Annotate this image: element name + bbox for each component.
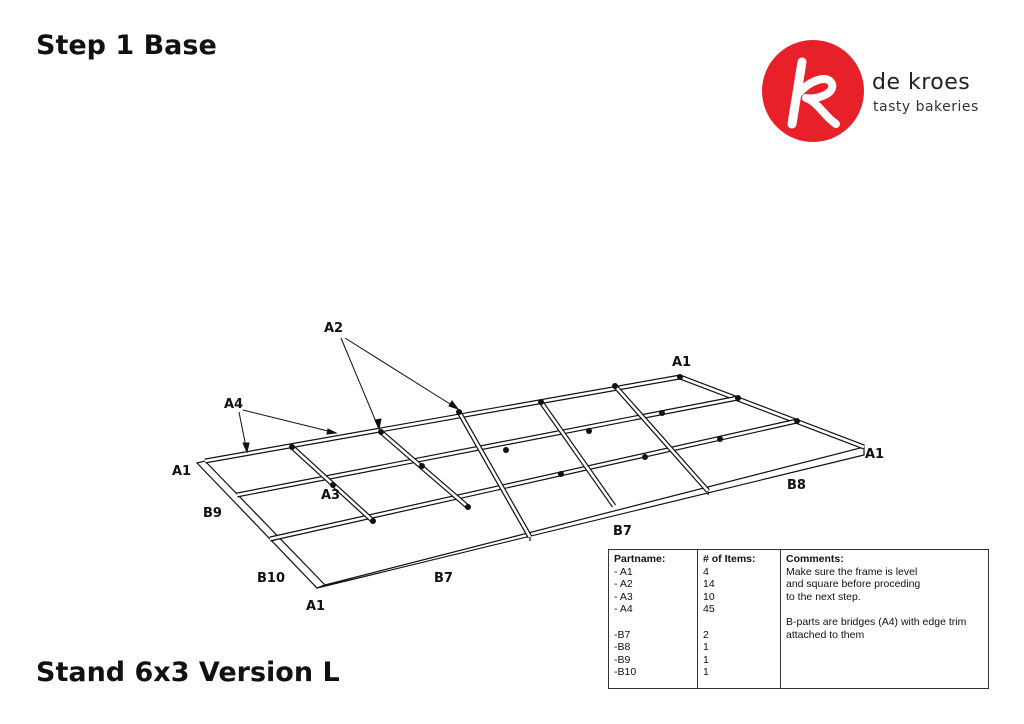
brand-tagline: tasty bakeries — [873, 99, 979, 115]
brand-name: de kroes — [872, 70, 971, 95]
connector-node — [465, 504, 471, 510]
comments-header: Comments: — [786, 553, 844, 565]
comment-line: attached to them — [786, 628, 865, 641]
partname-header: Partname: — [614, 553, 666, 565]
connector-node — [586, 428, 592, 434]
label-a1-bottom: A1 — [306, 599, 326, 614]
connector-node — [677, 374, 683, 380]
comment-line: to the next step. — [786, 590, 861, 603]
part-name: -B10 — [614, 666, 637, 679]
connector-node — [456, 409, 462, 415]
label-b8: B8 — [787, 478, 806, 493]
item-count: 4 — [703, 565, 709, 578]
item-count: 1 — [703, 666, 709, 679]
connector-node — [538, 399, 544, 405]
item-count: 45 — [703, 603, 715, 616]
label-b7-mid: B7 — [613, 524, 632, 539]
partname-column — [609, 550, 697, 688]
part-name: -B7 — [614, 628, 631, 641]
parts-table — [608, 549, 989, 689]
comments-column — [780, 550, 988, 688]
step-title: Step 1 Base — [36, 30, 217, 61]
items-header: # of Items: — [703, 553, 756, 565]
item-count: 10 — [703, 590, 715, 603]
connector-node — [794, 418, 800, 424]
item-count-column — [697, 550, 780, 688]
right-beam-inner — [680, 377, 864, 447]
back-beam-inner — [205, 377, 680, 461]
connector-node — [612, 383, 618, 389]
connector-node — [419, 463, 425, 469]
label-b7-bottom: B7 — [434, 571, 453, 586]
label-b10: B10 — [257, 571, 285, 586]
part-name: - A4 — [614, 603, 633, 616]
connector-node — [503, 447, 509, 453]
comment-line: B-parts are bridges (A4) with edge trim — [786, 615, 967, 628]
item-count: 2 — [703, 628, 709, 641]
label-a1-top: A1 — [672, 355, 692, 370]
part-name: - A2 — [614, 578, 633, 591]
label-a1-right: A1 — [865, 447, 885, 462]
connector-node — [558, 471, 564, 477]
item-count: 1 — [703, 653, 709, 666]
comment-line: Make sure the frame is level — [786, 565, 918, 578]
connector-node — [370, 518, 376, 524]
connector-node — [289, 444, 295, 450]
item-count: 1 — [703, 641, 709, 654]
label-a1-left: A1 — [172, 464, 192, 479]
part-name: - A1 — [614, 565, 633, 578]
stand-title: Stand 6x3 Version L — [36, 657, 340, 688]
item-count: 14 — [703, 578, 715, 591]
comment-line: and square before proceding — [786, 578, 921, 591]
connector-node — [717, 436, 723, 442]
part-name: -B9 — [614, 653, 631, 666]
label-a4: A4 — [224, 397, 244, 412]
connector-node — [659, 410, 665, 416]
connector-node — [735, 395, 741, 401]
connector-node — [642, 454, 648, 460]
label-a3: A3 — [321, 488, 341, 503]
part-name: -B8 — [614, 641, 631, 654]
label-b9: B9 — [203, 506, 222, 521]
part-name: - A3 — [614, 590, 633, 603]
label-a2: A2 — [324, 321, 344, 336]
